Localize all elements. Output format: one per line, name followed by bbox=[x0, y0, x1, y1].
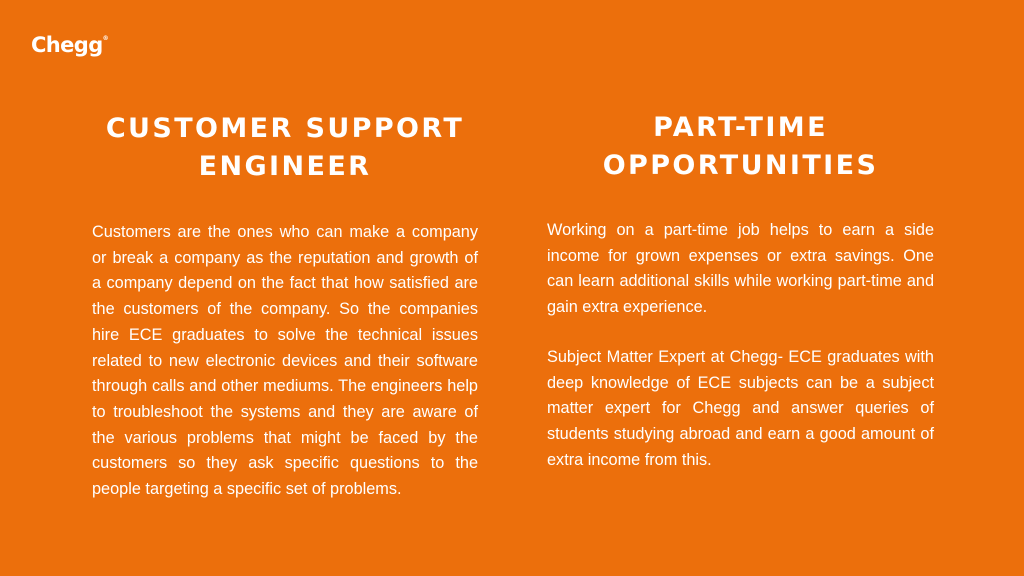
part-time-heading bbox=[527, 109, 954, 185]
heading-line-2: OPPORTUNITIES bbox=[602, 150, 879, 181]
chegg-logo bbox=[31, 35, 109, 56]
customer-support-heading bbox=[72, 110, 498, 186]
heading-line-1: PART-TIME bbox=[653, 112, 828, 143]
customer-support-body: Customers are the ones who can make a company or break a company as the reputation and growth of a company depend on the fact that how satisfied are the customers of the company. So the companies hire ECE graduates to solve the technical issues related to new electronic devices and their software through calls and other mediums. The engineers help to troubleshoot the systems and they are aware of the various problems that might be faced by the customers so they ask specific questions to the people targeting a specific set of problems. bbox=[92, 223, 478, 499]
heading-line-2: ENGINEER bbox=[198, 151, 372, 182]
heading-line-1: CUSTOMER SUPPORT bbox=[105, 113, 465, 144]
chegg-logo-text: Chegg bbox=[31, 33, 103, 57]
part-time-paragraph-1: Working on a part-time job helps to earn a side income for grown expenses or extra savings. One can learn additional skills while working part-time and gain extra experience. bbox=[547, 221, 934, 317]
part-time-paragraph-2: Subject Matter Expert at Chegg- ECE graduates with deep knowledge of ECE subjects can be a subject matter expert for Chegg and answer queries of students studying abroad and earn a good amount of extra income from this. bbox=[547, 348, 934, 469]
registered-mark: ® bbox=[102, 35, 109, 42]
